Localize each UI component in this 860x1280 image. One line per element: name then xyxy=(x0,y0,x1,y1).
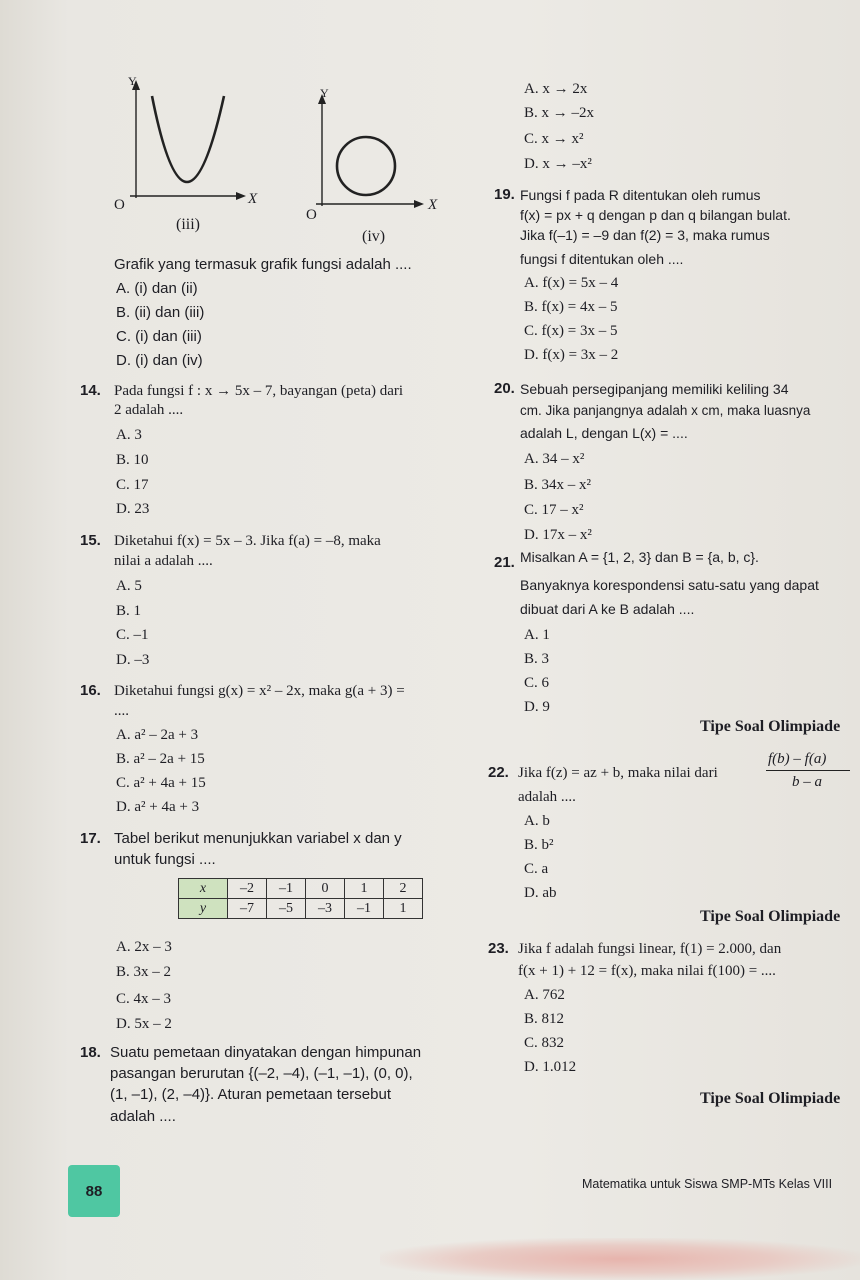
q15-line2: nilai a adalah .... xyxy=(114,553,213,569)
q22-option-b: B. b² xyxy=(524,837,554,853)
q15-option-d: D. –3 xyxy=(116,652,150,668)
q22-option-c: C. a xyxy=(524,861,549,877)
q22-number: 22. xyxy=(488,764,509,781)
xy-table-y-cell: –1 xyxy=(345,899,384,919)
q17-option-c: C. 4x – 3 xyxy=(116,991,172,1007)
q18-option-b: B. x → –2x xyxy=(524,105,595,121)
xy-table-y-cell: –7 xyxy=(228,899,267,919)
q16-option-b: B. a² – 2a + 15 xyxy=(116,751,205,767)
q17-option-a: A. 2x – 3 xyxy=(116,939,172,955)
q20-option-c: C. 17 – x² xyxy=(524,502,584,518)
q16-option-a: A. a² – 2a + 3 xyxy=(116,727,199,743)
paper-stain xyxy=(380,1238,860,1280)
q15-option-a: A. 5 xyxy=(116,578,142,594)
page-number-badge: 88 xyxy=(68,1165,120,1217)
q22-option-a: A. b xyxy=(524,813,550,829)
q14-number: 14. xyxy=(80,382,101,399)
q18-option-c: C. x → x² xyxy=(524,131,584,147)
q22-fraction-bar xyxy=(766,770,850,771)
q18-line2: pasangan berurutan {(–2, –4), (–1, –1), (0, 0), xyxy=(110,1065,413,1082)
q18-option-a: A. x → 2x xyxy=(524,81,588,97)
q19-option-d: D. f(x) = 3x – 2 xyxy=(524,347,619,363)
q20-line1: Sebuah persegipanjang memiliki keliling 34 xyxy=(520,381,789,397)
q21-option-b: B. 3 xyxy=(524,651,550,667)
q16-line1: Diketahui fungsi g(x) = x² – 2x, maka g(a + 3) = xyxy=(114,683,405,699)
q22-option-d: D. ab xyxy=(524,885,557,901)
xy-table xyxy=(178,878,423,919)
xy-table-x-cell: –2 xyxy=(228,879,267,899)
olympiad-heading-2: Tipe Soal Olimpiade xyxy=(700,908,841,925)
xy-table-x-cell: 2 xyxy=(384,879,423,899)
graph-iii-y-label: Y xyxy=(128,74,137,88)
xy-table-x-cell: 0 xyxy=(306,879,345,899)
xy-table-x-cell: 1 xyxy=(345,879,384,899)
q17-option-b: B. 3x – 2 xyxy=(116,964,172,980)
q19-option-b: B. f(x) = 4x – 5 xyxy=(524,299,618,315)
graph-iii-caption: (iii) xyxy=(176,216,200,233)
q19-line2: f(x) = px + q dengan p dan q bilangan bulat. xyxy=(520,207,791,223)
q23-line1: Jika f adalah fungsi linear, f(1) = 2.000, dan xyxy=(518,941,782,957)
q23-option-b: B. 812 xyxy=(524,1011,565,1027)
q20-line3: adalah L, dengan L(x) = .... xyxy=(520,425,688,441)
q13-option-b: B. (ii) dan (iii) xyxy=(116,304,205,321)
q19-line1: Fungsi f pada R ditentukan oleh rumus xyxy=(520,187,761,203)
olympiad-heading-3: Tipe Soal Olimpiade xyxy=(700,1090,841,1107)
q16-option-c: C. a² + 4a + 15 xyxy=(116,775,206,791)
q14-option-d: D. 23 xyxy=(116,501,150,517)
q19-option-a: A. f(x) = 5x – 4 xyxy=(524,275,619,291)
xy-table-y-header: y xyxy=(179,899,228,919)
q19-line3: Jika f(–1) = –9 dan f(2) = 3, maka rumus xyxy=(520,227,770,243)
q22-line1: Jika f(z) = az + b, maka nilai dari xyxy=(518,765,718,781)
q21-line1: Misalkan A = {1, 2, 3} dan B = {a, b, c}. xyxy=(520,549,759,565)
q14-option-b: B. 10 xyxy=(116,452,149,468)
xy-table-y-cell: –3 xyxy=(306,899,345,919)
q21-line2: Banyaknya korespondensi satu-satu yang dapat xyxy=(520,577,819,593)
q20-line2: cm. Jika panjangnya adalah x cm, maka luasnya xyxy=(520,403,811,418)
q21-option-c: C. 6 xyxy=(524,675,550,691)
q14-line2: 2 adalah .... xyxy=(114,402,184,418)
q14-option-a: A. 3 xyxy=(116,427,142,443)
graph-iii-x-label: X xyxy=(248,191,258,207)
graph-iv-origin-label: O xyxy=(306,207,317,223)
q14-option-c: C. 17 xyxy=(116,477,149,493)
q16-number: 16. xyxy=(80,682,101,699)
q13-option-c: C. (i) dan (iii) xyxy=(116,328,202,345)
q23-option-d: D. 1.012 xyxy=(524,1059,577,1075)
q16-option-d: D. a² + 4a + 3 xyxy=(116,799,200,815)
q18-line4: adalah .... xyxy=(110,1108,176,1125)
q13-stem: Grafik yang termasuk grafik fungsi adalah .... xyxy=(114,256,412,273)
xy-table-x-header: x xyxy=(179,879,228,899)
graph-iii xyxy=(108,68,258,218)
xy-table-y-cell: –5 xyxy=(267,899,306,919)
q20-option-b: B. 34x – x² xyxy=(524,477,592,493)
q18-number: 18. xyxy=(80,1044,101,1061)
q21-line3: dibuat dari A ke B adalah .... xyxy=(520,601,695,617)
q20-number: 20. xyxy=(494,380,515,397)
q20-option-d: D. 17x – x² xyxy=(524,527,592,543)
q22-line2: adalah .... xyxy=(518,789,576,805)
graph-iv-x-label: X xyxy=(428,197,438,213)
q14-line1: Pada fungsi f : x → 5x – 7, bayangan (peta) dari xyxy=(114,383,404,399)
xy-table-x-cell: –1 xyxy=(267,879,306,899)
q21-number: 21. xyxy=(494,554,515,571)
q21-option-a: A. 1 xyxy=(524,627,550,643)
q20-option-a: A. 34 – x² xyxy=(524,451,585,467)
graph-iii-origin-label: O xyxy=(114,197,125,213)
book-title-footer: Matematika untuk Siswa SMP-MTs Kelas VIII xyxy=(582,1177,833,1191)
q13-option-d: D. (i) dan (iv) xyxy=(116,352,203,369)
q17-number: 17. xyxy=(80,830,101,847)
q15-option-c: C. –1 xyxy=(116,627,149,643)
q15-number: 15. xyxy=(80,532,101,549)
q17-line2: untuk fungsi .... xyxy=(114,851,216,868)
q18-option-d: D. x → –x² xyxy=(524,156,592,172)
q22-fraction-denominator: b – a xyxy=(792,774,822,790)
q19-line4: fungsi f ditentukan oleh .... xyxy=(520,251,684,267)
olympiad-heading-1: Tipe Soal Olimpiade xyxy=(700,718,841,735)
q23-number: 23. xyxy=(488,940,509,957)
q18-line1: Suatu pemetaan dinyatakan dengan himpunan xyxy=(110,1044,422,1061)
q15-option-b: B. 1 xyxy=(116,603,142,619)
q16-line2: .... xyxy=(114,703,129,719)
q13-option-a: A. (i) dan (ii) xyxy=(116,280,198,297)
q19-option-c: C. f(x) = 3x – 5 xyxy=(524,323,618,339)
xy-table-row-y xyxy=(179,899,423,919)
graph-iv-caption: (iv) xyxy=(362,228,386,245)
q17-option-d: D. 5x – 2 xyxy=(116,1016,172,1032)
q23-line2: f(x + 1) + 12 = f(x), maka nilai f(100) = .... xyxy=(518,963,776,979)
q18-line3: (1, –1), (2, –4)}. Aturan pemetaan tersebut xyxy=(110,1086,392,1103)
xy-table-row-x xyxy=(179,879,423,899)
q21-option-d: D. 9 xyxy=(524,699,550,715)
q23-option-c: C. 832 xyxy=(524,1035,565,1051)
q15-line1: Diketahui f(x) = 5x – 3. Jika f(a) = –8, maka xyxy=(114,533,381,549)
q22-fraction-numerator: f(b) – f(a) xyxy=(768,751,827,767)
q23-option-a: A. 762 xyxy=(524,987,565,1003)
q17-line1: Tabel berikut menunjukkan variabel x dan y xyxy=(114,830,402,847)
q19-number: 19. xyxy=(494,186,515,203)
xy-table-y-cell: 1 xyxy=(384,899,423,919)
graph-iv-y-label: Y xyxy=(320,86,329,100)
